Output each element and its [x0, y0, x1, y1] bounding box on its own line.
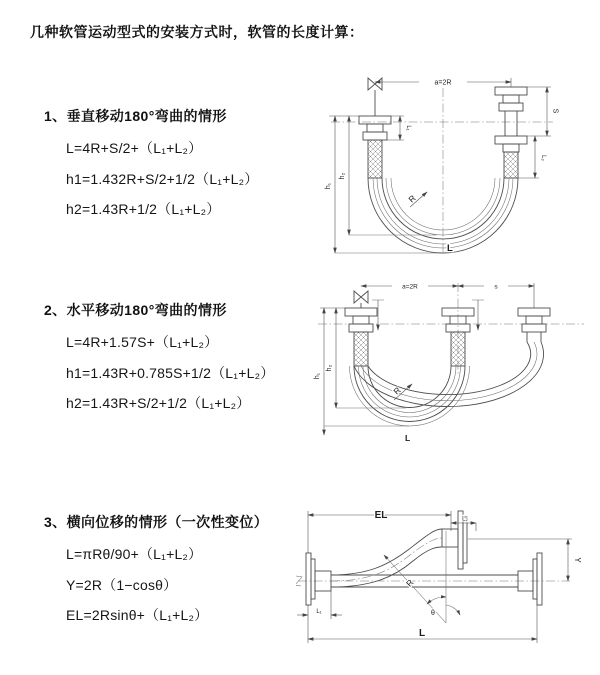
- section-3: [44, 512, 314, 631]
- formula-line: h2=1.43R+S/2+1/2（L₁+L₂）: [66, 395, 251, 411]
- dimension-h2: [339, 116, 437, 235]
- dimension-l2: [518, 136, 546, 178]
- formula-line: h2=1.43R+1/2（L₁+L₂）: [66, 201, 221, 217]
- theta-label: θ: [431, 610, 435, 617]
- dimension-a2r: [375, 78, 511, 87]
- length-label: L: [447, 243, 453, 254]
- angle-construction: [384, 531, 460, 623]
- dimension-l: [308, 605, 537, 643]
- valve-icon: [354, 291, 368, 308]
- dim-label-y: Y: [573, 557, 582, 563]
- radius-callout: [406, 192, 427, 207]
- dim-label-l: L: [418, 628, 426, 639]
- section-3-heading: 3、横向位移的情形（一次性变位）: [44, 514, 269, 530]
- dim-label-s: S: [551, 108, 559, 114]
- section-1: [44, 106, 314, 225]
- radius-label: R: [406, 193, 418, 205]
- section-1-heading: 1、垂直移动180°弯曲的情形: [44, 108, 227, 124]
- right-flange-moved: [518, 308, 550, 342]
- diagram-vertical-180-bend: [313, 74, 578, 256]
- dimension-h1: [325, 116, 441, 253]
- section-2-heading: 2、水平移动180°弯曲的情形: [44, 302, 227, 318]
- dim-label-l1: L₁: [405, 125, 411, 131]
- dim-label-l2: L₂: [462, 516, 468, 523]
- left-flange: [306, 553, 331, 605]
- dim-label-h1: h₁: [325, 182, 332, 190]
- formula-line: L=4R+S/2+（L₁+L₂）: [66, 140, 203, 156]
- dimension-l1: [297, 591, 342, 619]
- diagram-horizontal-180-bend: [306, 280, 591, 462]
- formula-line: h1=1.432R+S/2+1/2（L₁+L₂）: [66, 170, 259, 187]
- radius-label: R: [391, 385, 403, 397]
- centerlines: [331, 88, 553, 252]
- dim-label-l2: L₂: [540, 155, 546, 161]
- section-2: [44, 300, 314, 419]
- dim-label-h2: h₂: [339, 172, 346, 180]
- dim-label-a2r: a=2R: [434, 79, 452, 87]
- movement-arrows: [372, 300, 484, 330]
- radius-label: R: [404, 577, 416, 589]
- right-flange-upper: [495, 87, 527, 136]
- dim-label-h1: h₁: [314, 372, 321, 380]
- page-title: 几种软管运动型式的安装方式时，软管的长度计算：: [30, 24, 364, 40]
- dim-label-s: s: [494, 283, 498, 291]
- dimension-a2r: [361, 283, 534, 308]
- dimension-s: [458, 284, 534, 291]
- formula-line: Y=2R（1−cosθ）: [66, 576, 178, 593]
- formula-line: L=πRθ/90+（L₁+L₂）: [66, 546, 203, 562]
- dim-label-a2r: a=2R: [402, 283, 418, 291]
- left-flange: [359, 116, 391, 178]
- right-flange: [518, 553, 542, 605]
- formula-line: L=4R+1.57S+（L₁+L₂）: [66, 334, 219, 350]
- dimension-el: [308, 510, 451, 553]
- dim-label-l1: L₁: [316, 609, 322, 615]
- dim-label-h2: h₂: [326, 364, 333, 372]
- dim-label-el: EL: [374, 510, 388, 521]
- length-label: L: [405, 433, 411, 443]
- formula-line: EL=2Rsinθ+（L₁+L₂）: [66, 607, 209, 623]
- dimension-s: [527, 87, 559, 136]
- formula-line: h1=1.43R+0.785S+1/2（L₁+L₂）: [66, 364, 275, 381]
- valve-icon: [368, 78, 382, 116]
- right-flange-lower: [495, 136, 527, 178]
- diagram-lateral-displacement: [296, 503, 586, 653]
- left-flange: [345, 308, 377, 366]
